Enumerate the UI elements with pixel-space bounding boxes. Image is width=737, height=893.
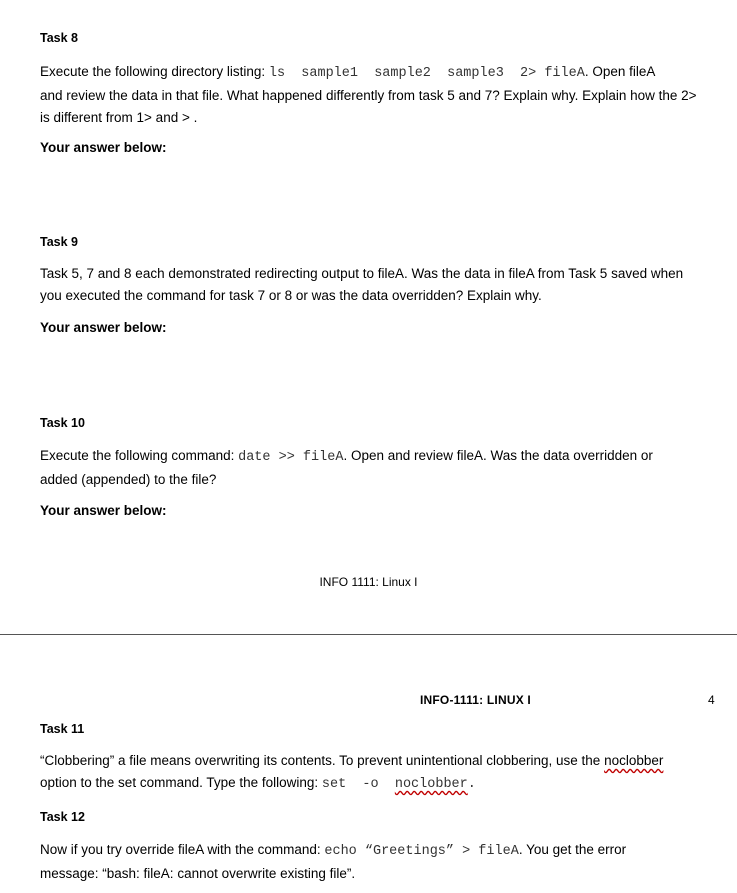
- task11-line1: [40, 750, 710, 772]
- task12-line1: [40, 839, 710, 863]
- task8-line2: and review the data in that file. What happened differently from task 5 and 7? Explain why. Explain how the 2>: [40, 88, 697, 103]
- task8-command: ls sample1 sample2 sample3 2> fileA: [268, 66, 585, 81]
- task10-line1: [40, 445, 710, 469]
- page-divider: [0, 634, 737, 635]
- task10-paragraph: [40, 445, 710, 491]
- task11-text1: “Clobbering” a file means overwriting its contents. To prevent unintentional clobbering, use the: [40, 753, 605, 768]
- task12-paragraph: [40, 839, 710, 885]
- task12-text1: Now if you try override fileA with the command:: [40, 842, 325, 857]
- task11-heading: Task 11: [40, 722, 85, 736]
- task11-noclobber-word: noclobber: [604, 753, 664, 768]
- page-number: 4: [708, 693, 715, 707]
- task10-heading: Task 10: [40, 416, 85, 430]
- task8-text2: . Open fileA: [584, 64, 656, 79]
- task8-paragraph: [40, 61, 710, 129]
- task9-line1: Task 5, 7 and 8 each demonstrated redirecting output to fileA. Was the data in fileA from Task 5 saved when: [40, 266, 684, 281]
- task10-text2: . Open and review fileA. Was the data overridden or: [343, 448, 653, 463]
- task8-answer-label: Your answer below:: [40, 140, 167, 155]
- task11-paragraph: [40, 750, 710, 796]
- task12-text2: . You get the error: [518, 842, 627, 857]
- task10-answer-label: Your answer below:: [40, 503, 167, 518]
- task10-line2: added (appended) to the file?: [40, 472, 217, 487]
- task12-command: echo “Greetings” > fileA: [324, 844, 519, 859]
- task11-command-period: .: [467, 777, 476, 792]
- task10-text1: Execute the following command:: [40, 448, 239, 463]
- page-header: INFO-1111: LINUX I: [420, 693, 531, 707]
- task9-paragraph: [40, 263, 710, 307]
- task12-heading: Task 12: [40, 810, 85, 824]
- task12-line2: message: “bash: fileA: cannot overwrite existing file”.: [40, 866, 356, 881]
- task8-line3: is different from 1> and > .: [40, 110, 198, 125]
- task11-line2: [40, 772, 710, 796]
- task8-heading: Task 8: [40, 31, 78, 45]
- page-footer: INFO 1111: Linux I: [319, 575, 418, 589]
- task10-command: date >> fileA: [238, 450, 344, 465]
- task11-command-noclobber: noclobber: [394, 777, 468, 792]
- task8-line1: [40, 61, 710, 85]
- task9-answer-label: Your answer below:: [40, 320, 167, 335]
- task9-line2: you executed the command for task 7 or 8 or was the data overridden? Explain why.: [40, 288, 542, 303]
- task8-text1: Execute the following directory listing:: [40, 64, 269, 79]
- task11-text2: option to the set command. Type the following:: [40, 775, 322, 790]
- task9-heading: Task 9: [40, 235, 78, 249]
- task11-command: set -o: [321, 777, 395, 792]
